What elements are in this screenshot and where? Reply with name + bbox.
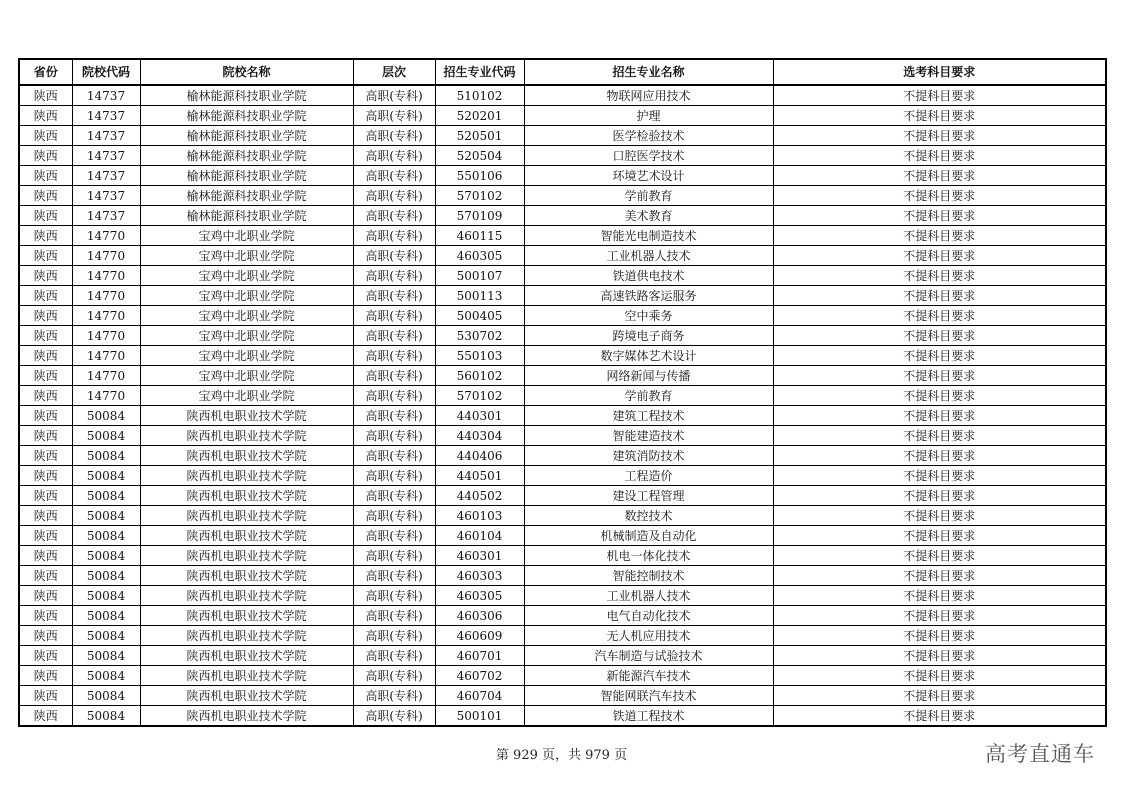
cell-school-name: 宝鸡中北职业学院 (140, 326, 353, 346)
admissions-table (18, 58, 1107, 727)
cell-school-name: 榆林能源科技职业学院 (140, 106, 353, 126)
cell-province: 陕西 (19, 586, 72, 606)
cell-province: 陕西 (19, 166, 72, 186)
cell-level: 高职(专科) (353, 146, 435, 166)
watermark-logo: 高考直通车 (985, 742, 1095, 766)
cell-major-code: 440301 (435, 406, 524, 426)
cell-province: 陕西 (19, 286, 72, 306)
cell-major-name: 电气自动化技术 (524, 606, 773, 626)
cell-province: 陕西 (19, 226, 72, 246)
cell-school-code: 50084 (72, 486, 140, 506)
table-row (19, 326, 1106, 346)
cell-school-code: 50084 (72, 666, 140, 686)
cell-major-name: 无人机应用技术 (524, 626, 773, 646)
table-row (19, 686, 1106, 706)
cell-school-name: 陕西机电职业技术学院 (140, 486, 353, 506)
cell-subject-requirement: 不提科目要求 (773, 306, 1106, 326)
table-row (19, 466, 1106, 486)
table-row (19, 266, 1106, 286)
cell-school-name: 宝鸡中北职业学院 (140, 226, 353, 246)
table-row (19, 366, 1106, 386)
cell-province: 陕西 (19, 206, 72, 226)
cell-major-code: 550103 (435, 346, 524, 366)
table-row (19, 106, 1106, 126)
cell-province: 陕西 (19, 706, 72, 727)
cell-major-code: 460305 (435, 246, 524, 266)
cell-major-name: 物联网应用技术 (524, 85, 773, 106)
cell-school-name: 陕西机电职业技术学院 (140, 606, 353, 626)
cell-level: 高职(专科) (353, 486, 435, 506)
cell-major-name: 智能控制技术 (524, 566, 773, 586)
cell-province: 陕西 (19, 446, 72, 466)
cell-school-name: 宝鸡中北职业学院 (140, 286, 353, 306)
cell-school-name: 榆林能源科技职业学院 (140, 85, 353, 106)
cell-major-code: 460301 (435, 546, 524, 566)
cell-province: 陕西 (19, 306, 72, 326)
cell-subject-requirement: 不提科目要求 (773, 546, 1106, 566)
cell-major-code: 460701 (435, 646, 524, 666)
cell-major-code: 550106 (435, 166, 524, 186)
cell-province: 陕西 (19, 466, 72, 486)
cell-major-name: 工业机器人技术 (524, 586, 773, 606)
cell-school-code: 50084 (72, 706, 140, 727)
cell-major-code: 570102 (435, 186, 524, 206)
cell-subject-requirement: 不提科目要求 (773, 386, 1106, 406)
header-school-code: 院校代码 (72, 59, 140, 85)
cell-school-code: 50084 (72, 646, 140, 666)
cell-subject-requirement: 不提科目要求 (773, 266, 1106, 286)
cell-major-code: 460305 (435, 586, 524, 606)
cell-province: 陕西 (19, 406, 72, 426)
cell-major-code: 570102 (435, 386, 524, 406)
table-row (19, 586, 1106, 606)
cell-school-name: 榆林能源科技职业学院 (140, 126, 353, 146)
cell-school-code: 14737 (72, 186, 140, 206)
cell-level: 高职(专科) (353, 646, 435, 666)
table-row (19, 606, 1106, 626)
cell-major-name: 新能源汽车技术 (524, 666, 773, 686)
cell-level: 高职(专科) (353, 106, 435, 126)
cell-school-name: 宝鸡中北职业学院 (140, 346, 353, 366)
header-level: 层次 (353, 59, 435, 85)
table-row (19, 146, 1106, 166)
cell-major-name: 空中乘务 (524, 306, 773, 326)
cell-province: 陕西 (19, 106, 72, 126)
cell-province: 陕西 (19, 126, 72, 146)
cell-province: 陕西 (19, 146, 72, 166)
cell-subject-requirement: 不提科目要求 (773, 346, 1106, 366)
table-row (19, 566, 1106, 586)
table-row (19, 446, 1106, 466)
cell-level: 高职(专科) (353, 85, 435, 106)
cell-level: 高职(专科) (353, 426, 435, 446)
cell-province: 陕西 (19, 626, 72, 646)
table-row (19, 626, 1106, 646)
cell-major-name: 机械制造及自动化 (524, 526, 773, 546)
cell-school-code: 14770 (72, 286, 140, 306)
page-number: 第 929 页，共 979 页 (495, 748, 628, 763)
cell-subject-requirement: 不提科目要求 (773, 506, 1106, 526)
cell-level: 高职(专科) (353, 366, 435, 386)
cell-subject-requirement: 不提科目要求 (773, 586, 1106, 606)
cell-school-code: 14770 (72, 346, 140, 366)
cell-school-code: 14770 (72, 326, 140, 346)
cell-level: 高职(专科) (353, 466, 435, 486)
table-row (19, 526, 1106, 546)
table-body (19, 85, 1106, 726)
header-row (19, 59, 1106, 85)
cell-major-code: 520504 (435, 146, 524, 166)
cell-school-name: 陕西机电职业技术学院 (140, 626, 353, 646)
cell-school-code: 50084 (72, 546, 140, 566)
cell-province: 陕西 (19, 326, 72, 346)
cell-major-code: 500107 (435, 266, 524, 286)
cell-school-code: 50084 (72, 626, 140, 646)
cell-level: 高职(专科) (353, 446, 435, 466)
cell-province: 陕西 (19, 546, 72, 566)
cell-major-name: 数字媒体艺术设计 (524, 346, 773, 366)
cell-major-code: 460104 (435, 526, 524, 546)
cell-major-name: 智能建造技术 (524, 426, 773, 446)
cell-subject-requirement: 不提科目要求 (773, 186, 1106, 206)
cell-school-name: 陕西机电职业技术学院 (140, 546, 353, 566)
header-subject-requirement: 选考科目要求 (773, 59, 1106, 85)
cell-major-name: 机电一体化技术 (524, 546, 773, 566)
table-row (19, 126, 1106, 146)
cell-major-name: 智能网联汽车技术 (524, 686, 773, 706)
cell-major-code: 460702 (435, 666, 524, 686)
cell-school-name: 陕西机电职业技术学院 (140, 506, 353, 526)
cell-school-name: 陕西机电职业技术学院 (140, 706, 353, 727)
cell-major-name: 学前教育 (524, 186, 773, 206)
cell-major-name: 口腔医学技术 (524, 146, 773, 166)
cell-level: 高职(专科) (353, 546, 435, 566)
cell-subject-requirement: 不提科目要求 (773, 126, 1106, 146)
cell-school-code: 14770 (72, 386, 140, 406)
cell-school-code: 14737 (72, 146, 140, 166)
cell-school-name: 宝鸡中北职业学院 (140, 266, 353, 286)
cell-level: 高职(专科) (353, 406, 435, 426)
table-row (19, 706, 1106, 727)
cell-school-name: 陕西机电职业技术学院 (140, 426, 353, 446)
cell-level: 高职(专科) (353, 306, 435, 326)
cell-major-name: 跨境电子商务 (524, 326, 773, 346)
cell-school-name: 宝鸡中北职业学院 (140, 306, 353, 326)
cell-major-code: 500101 (435, 706, 524, 727)
cell-school-code: 14737 (72, 166, 140, 186)
cell-major-code: 460609 (435, 626, 524, 646)
cell-subject-requirement: 不提科目要求 (773, 366, 1106, 386)
cell-school-code: 14737 (72, 106, 140, 126)
cell-major-code: 460306 (435, 606, 524, 626)
cell-subject-requirement: 不提科目要求 (773, 466, 1106, 486)
cell-subject-requirement: 不提科目要求 (773, 85, 1106, 106)
table-row (19, 406, 1106, 426)
cell-school-code: 50084 (72, 466, 140, 486)
cell-subject-requirement: 不提科目要求 (773, 666, 1106, 686)
cell-major-code: 520501 (435, 126, 524, 146)
cell-major-name: 智能光电制造技术 (524, 226, 773, 246)
cell-subject-requirement: 不提科目要求 (773, 626, 1106, 646)
cell-level: 高职(专科) (353, 246, 435, 266)
cell-province: 陕西 (19, 506, 72, 526)
cell-major-code: 510102 (435, 85, 524, 106)
cell-school-name: 榆林能源科技职业学院 (140, 166, 353, 186)
cell-major-name: 建设工程管理 (524, 486, 773, 506)
cell-school-name: 榆林能源科技职业学院 (140, 186, 353, 206)
cell-school-name: 宝鸡中北职业学院 (140, 366, 353, 386)
header-major-name: 招生专业名称 (524, 59, 773, 85)
cell-major-name: 护理 (524, 106, 773, 126)
cell-subject-requirement: 不提科目要求 (773, 226, 1106, 246)
table-row (19, 206, 1106, 226)
cell-major-code: 530702 (435, 326, 524, 346)
cell-school-name: 宝鸡中北职业学院 (140, 246, 353, 266)
table-row (19, 166, 1106, 186)
cell-level: 高职(专科) (353, 226, 435, 246)
cell-level: 高职(专科) (353, 706, 435, 727)
table-header (19, 59, 1106, 85)
table-row (19, 186, 1106, 206)
cell-subject-requirement: 不提科目要求 (773, 326, 1106, 346)
table-row (19, 506, 1106, 526)
cell-subject-requirement: 不提科目要求 (773, 706, 1106, 727)
cell-major-code: 560102 (435, 366, 524, 386)
cell-province: 陕西 (19, 686, 72, 706)
cell-subject-requirement: 不提科目要求 (773, 566, 1106, 586)
cell-school-name: 陕西机电职业技术学院 (140, 526, 353, 546)
cell-major-name: 学前教育 (524, 386, 773, 406)
cell-level: 高职(专科) (353, 346, 435, 366)
cell-major-name: 医学检验技术 (524, 126, 773, 146)
cell-province: 陕西 (19, 266, 72, 286)
header-school-name: 院校名称 (140, 59, 353, 85)
cell-subject-requirement: 不提科目要求 (773, 146, 1106, 166)
cell-school-name: 榆林能源科技职业学院 (140, 146, 353, 166)
cell-school-code: 50084 (72, 446, 140, 466)
cell-major-code: 460704 (435, 686, 524, 706)
table-row (19, 546, 1106, 566)
cell-school-code: 50084 (72, 686, 140, 706)
cell-subject-requirement: 不提科目要求 (773, 286, 1106, 306)
cell-subject-requirement: 不提科目要求 (773, 106, 1106, 126)
cell-major-name: 网络新闻与传播 (524, 366, 773, 386)
cell-subject-requirement: 不提科目要求 (773, 526, 1106, 546)
cell-major-code: 460115 (435, 226, 524, 246)
header-major-code: 招生专业代码 (435, 59, 524, 85)
cell-level: 高职(专科) (353, 666, 435, 686)
cell-level: 高职(专科) (353, 266, 435, 286)
table-row (19, 386, 1106, 406)
cell-subject-requirement: 不提科目要求 (773, 446, 1106, 466)
cell-school-code: 14770 (72, 226, 140, 246)
cell-school-name: 陕西机电职业技术学院 (140, 566, 353, 586)
cell-subject-requirement: 不提科目要求 (773, 166, 1106, 186)
cell-province: 陕西 (19, 246, 72, 266)
cell-school-code: 14770 (72, 266, 140, 286)
cell-school-code: 50084 (72, 566, 140, 586)
cell-province: 陕西 (19, 486, 72, 506)
cell-school-code: 14737 (72, 85, 140, 106)
table-row (19, 286, 1106, 306)
cell-major-name: 数控技术 (524, 506, 773, 526)
cell-major-code: 440501 (435, 466, 524, 486)
cell-major-name: 工业机器人技术 (524, 246, 773, 266)
cell-major-code: 500113 (435, 286, 524, 306)
cell-subject-requirement: 不提科目要求 (773, 406, 1106, 426)
cell-major-code: 440502 (435, 486, 524, 506)
cell-school-code: 50084 (72, 506, 140, 526)
cell-level: 高职(专科) (353, 626, 435, 646)
cell-major-name: 铁道供电技术 (524, 266, 773, 286)
table-row (19, 346, 1106, 366)
cell-school-code: 50084 (72, 526, 140, 546)
cell-province: 陕西 (19, 186, 72, 206)
cell-province: 陕西 (19, 386, 72, 406)
cell-major-code: 500405 (435, 306, 524, 326)
table-row (19, 306, 1106, 326)
cell-province: 陕西 (19, 526, 72, 546)
cell-subject-requirement: 不提科目要求 (773, 646, 1106, 666)
cell-school-code: 50084 (72, 606, 140, 626)
cell-province: 陕西 (19, 666, 72, 686)
cell-school-code: 50084 (72, 426, 140, 446)
cell-province: 陕西 (19, 426, 72, 446)
cell-province: 陕西 (19, 566, 72, 586)
cell-major-code: 520201 (435, 106, 524, 126)
header-province: 省份 (19, 59, 72, 85)
cell-school-code: 14770 (72, 366, 140, 386)
cell-level: 高职(专科) (353, 326, 435, 346)
cell-school-name: 陕西机电职业技术学院 (140, 406, 353, 426)
cell-province: 陕西 (19, 606, 72, 626)
cell-level: 高职(专科) (353, 386, 435, 406)
cell-major-name: 工程造价 (524, 466, 773, 486)
cell-school-name: 榆林能源科技职业学院 (140, 206, 353, 226)
cell-school-code: 14770 (72, 306, 140, 326)
table-row (19, 246, 1106, 266)
cell-province: 陕西 (19, 85, 72, 106)
cell-school-code: 50084 (72, 586, 140, 606)
cell-major-code: 440304 (435, 426, 524, 446)
cell-school-name: 陕西机电职业技术学院 (140, 686, 353, 706)
table-row (19, 426, 1106, 446)
cell-school-name: 陕西机电职业技术学院 (140, 586, 353, 606)
cell-level: 高职(专科) (353, 606, 435, 626)
cell-level: 高职(专科) (353, 586, 435, 606)
cell-major-code: 440406 (435, 446, 524, 466)
cell-major-name: 美术教育 (524, 206, 773, 226)
cell-level: 高职(专科) (353, 506, 435, 526)
cell-school-code: 14770 (72, 246, 140, 266)
cell-subject-requirement: 不提科目要求 (773, 686, 1106, 706)
cell-subject-requirement: 不提科目要求 (773, 426, 1106, 446)
cell-level: 高职(专科) (353, 126, 435, 146)
table-row (19, 486, 1106, 506)
cell-major-name: 环境艺术设计 (524, 166, 773, 186)
cell-school-code: 14737 (72, 126, 140, 146)
cell-school-code: 14737 (72, 206, 140, 226)
cell-school-code: 50084 (72, 406, 140, 426)
cell-level: 高职(专科) (353, 526, 435, 546)
cell-major-code: 460303 (435, 566, 524, 586)
cell-major-name: 建筑工程技术 (524, 406, 773, 426)
cell-level: 高职(专科) (353, 566, 435, 586)
cell-level: 高职(专科) (353, 206, 435, 226)
cell-major-code: 460103 (435, 506, 524, 526)
cell-major-name: 铁道工程技术 (524, 706, 773, 727)
cell-subject-requirement: 不提科目要求 (773, 246, 1106, 266)
table-row (19, 646, 1106, 666)
cell-school-name: 宝鸡中北职业学院 (140, 386, 353, 406)
cell-school-name: 陕西机电职业技术学院 (140, 666, 353, 686)
table-row (19, 666, 1106, 686)
cell-level: 高职(专科) (353, 286, 435, 306)
cell-major-code: 570109 (435, 206, 524, 226)
table-row (19, 85, 1106, 106)
cell-school-name: 陕西机电职业技术学院 (140, 446, 353, 466)
cell-subject-requirement: 不提科目要求 (773, 486, 1106, 506)
cell-province: 陕西 (19, 346, 72, 366)
cell-school-name: 陕西机电职业技术学院 (140, 466, 353, 486)
cell-major-name: 建筑消防技术 (524, 446, 773, 466)
table-row (19, 226, 1106, 246)
cell-major-name: 高速铁路客运服务 (524, 286, 773, 306)
cell-province: 陕西 (19, 646, 72, 666)
cell-level: 高职(专科) (353, 686, 435, 706)
cell-level: 高职(专科) (353, 166, 435, 186)
cell-major-name: 汽车制造与试验技术 (524, 646, 773, 666)
cell-level: 高职(专科) (353, 186, 435, 206)
cell-school-name: 陕西机电职业技术学院 (140, 646, 353, 666)
cell-subject-requirement: 不提科目要求 (773, 206, 1106, 226)
cell-province: 陕西 (19, 366, 72, 386)
cell-subject-requirement: 不提科目要求 (773, 606, 1106, 626)
